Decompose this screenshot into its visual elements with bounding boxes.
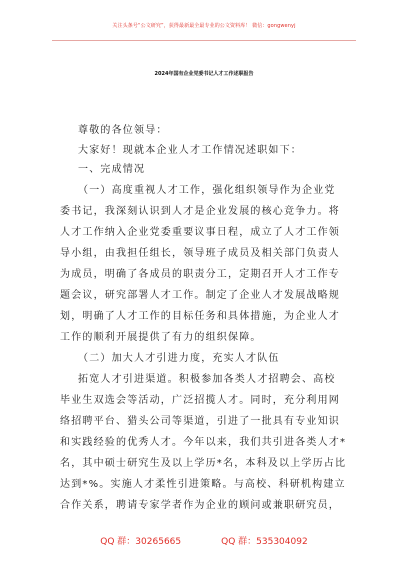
greeting: 大家好！现就本企业人才工作情况述职如下： — [78, 145, 302, 156]
document-title: 2024年国有企业党委书记人才工作述职报告 — [154, 71, 254, 77]
paragraph-line: 委书记，我深刻认识到人才是企业发展的核心竞争力。将 — [60, 206, 340, 217]
section-heading: 一、完成情况 — [78, 164, 146, 175]
paragraph-line: 达到*%。实施人才柔性引进策略。与高校、科研机构建立 — [60, 479, 346, 490]
footer-contacts — [0, 534, 408, 547]
footer-qq-group-2: QQ 群：535304092 — [221, 537, 308, 547]
paragraph-line: 毕业生双选会等活动，广泛招揽人才。同时，充分利用网 — [60, 395, 340, 406]
paragraph-line: 名，其中硕士研究生及以上学历*名，本科及以上学历占比 — [60, 458, 347, 469]
paragraph-line: 拓宽人才引进渠道。积极参加各类人才招聘会、高校 — [78, 374, 336, 385]
paragraph-line: （一）高度重视人才工作，强化组织领导作为企业党 — [78, 185, 336, 196]
paragraph-line: 人才工作纳入企业党委重要议事日程，成立了人才工作领 — [60, 227, 340, 238]
paragraph-line: 导小组，由我担任组长，领导班子成员及相关部门负责人 — [60, 248, 340, 259]
paragraph-line: 题会议，研究部署人才工作。制定了企业人才发展战略规 — [60, 290, 340, 301]
paragraph-line: 络招聘平台、猎头公司等渠道，引进了一批具有专业知识 — [60, 416, 340, 427]
header-divider — [52, 40, 356, 41]
footer-qq-group-1: QQ 群：30265665 — [100, 537, 182, 547]
paragraph-line: 和实践经验的优秀人才。今年以来，我们共引进各类人才* — [60, 437, 347, 448]
header-banner: 关注头条号“公文研究”，获得最新最全最专业的公文资料库！ 微信：gongwenyj — [112, 23, 296, 29]
paragraph-line: 为成员，明确了各成员的职责分工，定期召开人才工作专 — [60, 269, 340, 280]
paragraph-line: 合作关系，聘请专家学者作为企业的顾问或兼职研究员， — [60, 500, 340, 511]
subsection-heading: （二）加大人才引进力度，充实人才队伍 — [78, 353, 280, 364]
paragraph-line: 工作的顺利开展提供了有力的组织保障。 — [60, 332, 262, 343]
salutation: 尊敬的各位领导： — [78, 125, 168, 136]
paragraph-line: 划，明确了人才工作的目标任务和具体措施，为企业人才 — [60, 311, 340, 322]
